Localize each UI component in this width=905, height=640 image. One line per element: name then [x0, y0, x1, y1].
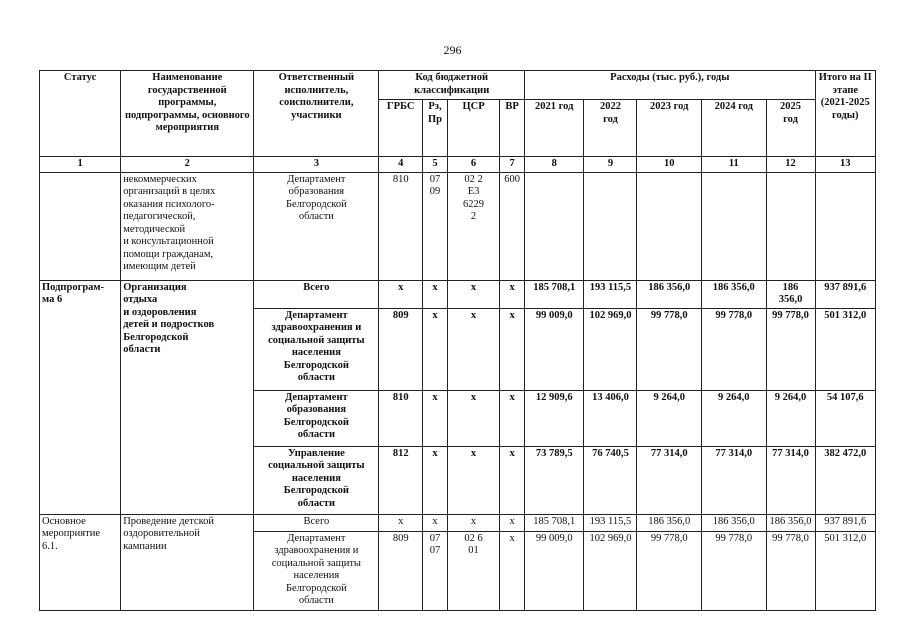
table-row [40, 280, 876, 308]
grbs-cell: 812 [379, 446, 423, 514]
vr-cell: 600 [500, 172, 525, 280]
rzpr-cell: х [423, 308, 448, 390]
csr-cell: х [448, 280, 500, 308]
value-2025: 186 356,0 [766, 514, 815, 531]
value-2023: 99 778,0 [637, 531, 702, 610]
value-2024: 77 314,0 [702, 446, 767, 514]
header-budget-code: Код бюджетной классификации [379, 71, 525, 100]
col-number: 3 [254, 157, 379, 173]
header-total: Итого на II этапе (2021-2025 годы) [815, 71, 875, 157]
col-number: 8 [525, 157, 584, 173]
executor-cell: Всего [254, 514, 379, 531]
executor-cell: Всего [254, 280, 379, 308]
status-cell: Подпрограм- ма 6 [40, 280, 121, 514]
rzpr-cell: х [423, 514, 448, 531]
header-name: Наименование государственной программы, подпрограммы, основного мероприятия [121, 71, 254, 157]
value-total: 501 312,0 [815, 308, 875, 390]
value-2022: 76 740,5 [584, 446, 637, 514]
header-grbs: ГРБС [379, 100, 423, 157]
value-2021: 73 789,5 [525, 446, 584, 514]
col-number: 2 [121, 157, 254, 173]
value-2022: 193 115,5 [584, 514, 637, 531]
value-2025: 77 314,0 [766, 446, 815, 514]
value-cell [584, 172, 637, 280]
value-2022: 13 406,0 [584, 390, 637, 446]
col-number: 12 [766, 157, 815, 173]
header-status: Статус [40, 71, 121, 157]
col-number: 6 [448, 157, 500, 173]
vr-cell: х [500, 390, 525, 446]
grbs-cell: 810 [379, 172, 423, 280]
value-2025: 9 264,0 [766, 390, 815, 446]
value-2021: 99 009,0 [525, 531, 584, 610]
vr-cell: х [500, 446, 525, 514]
value-total: 501 312,0 [815, 531, 875, 610]
csr-cell: х [448, 390, 500, 446]
value-2024: 186 356,0 [702, 514, 767, 531]
grbs-cell: 810 [379, 390, 423, 446]
value-2022: 193 115,5 [584, 280, 637, 308]
header-2025: 2025 год [766, 100, 815, 157]
grbs-cell: х [379, 280, 423, 308]
status-cell [40, 172, 121, 280]
executor-cell: Департамент образования Белгородской области [254, 390, 379, 446]
header-vr: ВР [500, 100, 525, 157]
value-2024: 99 778,0 [702, 308, 767, 390]
rzpr-cell: 07 09 [423, 172, 448, 280]
rzpr-cell: х [423, 446, 448, 514]
value-cell [815, 172, 875, 280]
header-2023: 2023 год [637, 100, 702, 157]
col-number: 5 [423, 157, 448, 173]
csr-cell: х [448, 514, 500, 531]
grbs-cell: 809 [379, 308, 423, 390]
value-cell [525, 172, 584, 280]
csr-cell: х [448, 308, 500, 390]
value-total: 382 472,0 [815, 446, 875, 514]
value-2023: 77 314,0 [637, 446, 702, 514]
value-2024: 186 356,0 [702, 280, 767, 308]
header-expenses: Расходы (тыс. руб.), годы [525, 71, 815, 100]
executor-cell: Департамент здравоохранения и социальной защиты населения Белгородской области [254, 531, 379, 610]
value-2021: 185 708,1 [525, 514, 584, 531]
table-row [40, 514, 876, 531]
value-2021: 185 708,1 [525, 280, 584, 308]
header-executor: Ответственный исполнитель, соисполнители, участники [254, 71, 379, 157]
value-2024: 99 778,0 [702, 531, 767, 610]
csr-cell: 02 6 01 [448, 531, 500, 610]
value-2025: 186 356,0 [766, 280, 815, 308]
budget-table [39, 70, 876, 611]
value-cell [637, 172, 702, 280]
value-2024: 9 264,0 [702, 390, 767, 446]
header-rzpr: Рз, Пр [423, 100, 448, 157]
header-2022: 2022 год [584, 100, 637, 157]
value-cell [702, 172, 767, 280]
value-2021: 99 009,0 [525, 308, 584, 390]
col-number: 1 [40, 157, 121, 173]
col-number: 10 [637, 157, 702, 173]
value-total: 54 107,6 [815, 390, 875, 446]
value-cell [766, 172, 815, 280]
value-2022: 102 969,0 [584, 308, 637, 390]
vr-cell: х [500, 514, 525, 531]
col-number: 4 [379, 157, 423, 173]
col-number: 7 [500, 157, 525, 173]
grbs-cell: 809 [379, 531, 423, 610]
name-cell: некоммерческих организаций в целях оказания психолого- педагогической, методической и консультационной помощи гражданам, имеющим детей [121, 172, 254, 280]
header-2024: 2024 год [702, 100, 767, 157]
column-number-row [40, 157, 876, 173]
table-row [40, 172, 876, 280]
value-2023: 99 778,0 [637, 308, 702, 390]
csr-cell: 02 2 Е3 6229 2 [448, 172, 500, 280]
col-number: 9 [584, 157, 637, 173]
executor-cell: Департамент здравоохранения и социальной защиты населения Белгородской области [254, 308, 379, 390]
value-2023: 9 264,0 [637, 390, 702, 446]
vr-cell: х [500, 308, 525, 390]
value-total: 937 891,6 [815, 514, 875, 531]
col-number: 13 [815, 157, 875, 173]
rzpr-cell: 07 07 [423, 531, 448, 610]
status-cell: Основное мероприятие 6.1. [40, 514, 121, 610]
value-2025: 99 778,0 [766, 308, 815, 390]
value-2022: 102 969,0 [584, 531, 637, 610]
name-cell: Организация отдыха и оздоровления детей и подростков Белгородской области [121, 280, 254, 514]
grbs-cell: х [379, 514, 423, 531]
csr-cell: х [448, 446, 500, 514]
name-cell: Проведение детской оздоровительной кампании [121, 514, 254, 610]
header-row-1 [40, 71, 876, 100]
col-number: 11 [702, 157, 767, 173]
rzpr-cell: х [423, 280, 448, 308]
executor-cell: Департамент образования Белгородской области [254, 172, 379, 280]
value-total: 937 891,6 [815, 280, 875, 308]
vr-cell: х [500, 280, 525, 308]
header-csr: ЦСР [448, 100, 500, 157]
rzpr-cell: х [423, 390, 448, 446]
executor-cell: Управление социальной защиты населения Белгородской области [254, 446, 379, 514]
value-2023: 186 356,0 [637, 514, 702, 531]
header-2021: 2021 год [525, 100, 584, 157]
page-number: 296 [443, 43, 462, 57]
value-2021: 12 909,6 [525, 390, 584, 446]
value-2023: 186 356,0 [637, 280, 702, 308]
vr-cell: х [500, 531, 525, 610]
value-2025: 99 778,0 [766, 531, 815, 610]
